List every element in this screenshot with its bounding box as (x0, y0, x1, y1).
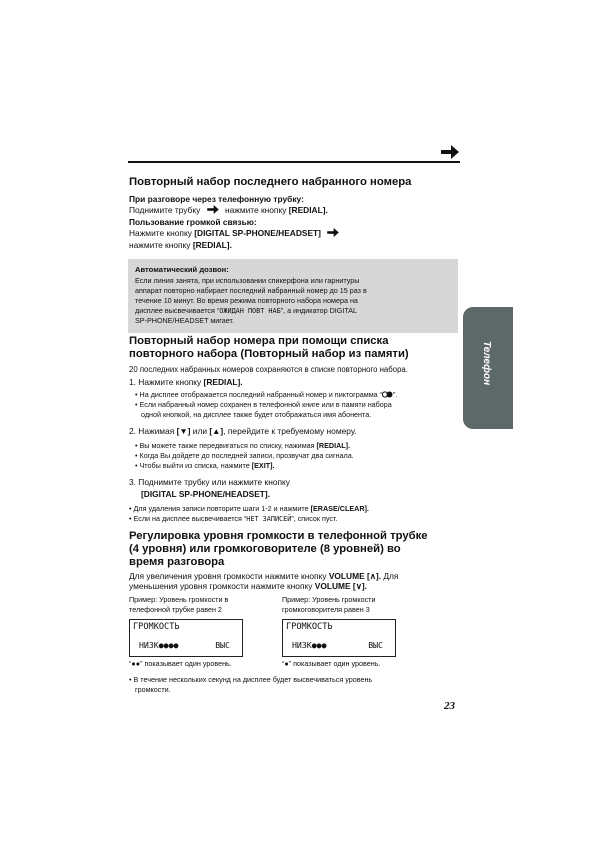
handset-step: Поднимите трубку нажмите кнопку [REDIAL]. (129, 205, 328, 215)
step1: 1. Нажмите кнопку [REDIAL]. (129, 377, 243, 387)
arrow-right-icon (326, 228, 340, 237)
note-line: дисплее высвечивается “ОЖИДАН ПОВТ НАБ”, а индикатор DIGITAL (135, 306, 358, 315)
page-number: 23 (444, 700, 455, 712)
note-line: Если линия занята, при использовании спикерфона или гарнитуры (135, 276, 360, 285)
section2-bullet: • Если на дисплее высвечивается “НЕТ ЗАПИСЕЙ”, список пуст. (129, 514, 338, 523)
lcd-high: ВЫС (368, 640, 383, 650)
level-caption: “●●” показывает один уровень. (129, 659, 232, 668)
step2-bullet: • Чтобы выйти из списка, нажмите [EXIT]. (135, 461, 275, 470)
step2-bullet: • Вы можете также передвигаться по списку, нажимая [REDIAL]. (135, 441, 351, 450)
example1-caption: Пример: Уровень громкости в (129, 595, 229, 604)
section2-title: Повторный набор номера при помощи списка (129, 335, 389, 347)
lcd-title: ГРОМКОСТЬ (286, 622, 333, 632)
step1-bullet: • Если набранный номер сохранен в телефонной книге или в памяти набора (135, 400, 392, 409)
step2-bullet: • Когда Вы дойдете до последней записи, прозвучат два сигнала. (135, 451, 354, 460)
speaker-step-2: нажмите кнопку [REDIAL]. (129, 240, 232, 250)
lcd-display-speaker (282, 619, 396, 657)
header-rule (128, 161, 460, 163)
side-tab (463, 307, 513, 429)
step3-key: [DIGITAL SP-PHONE/HEADSET]. (141, 489, 271, 499)
lcd-low: НИЗК●●●● (139, 640, 179, 650)
section2-title: повторного набора (Повторный набор из памяти) (129, 348, 409, 360)
example2-caption: Пример: Уровень громкости (282, 595, 376, 604)
step1-bullet-cont: одной кнопкой, на дисплее также будет отображаться имя абонента. (141, 410, 372, 419)
lcd-display-handset (129, 619, 243, 657)
note-line: аппарат повторно набирает последний набранный номер до 15 раз в (135, 286, 367, 295)
speaker-step: Нажмите кнопку [DIGITAL SP-PHONE/HEADSET] (129, 228, 340, 239)
section3-intro: Для увеличения уровня громкости нажмите кнопку VOLUME [∧]. Для (129, 571, 399, 581)
section3-intro: уменьшения уровня громкости нажмите кнопку VOLUME [∨]. (129, 581, 367, 591)
step2: 2. Нажимая [▼] или [▲], перейдите к требуемому номеру. (129, 426, 357, 436)
step3: 3. Поднимите трубку или нажмите кнопку (129, 477, 290, 487)
note-line: SP-PHONE/HEADSET мигает. (135, 316, 235, 325)
lcd-title: ГРОМКОСТЬ (133, 622, 180, 632)
example1-caption: телефонной трубке равен 2 (129, 605, 222, 614)
speaker-heading: Пользование громкой связью: (129, 217, 257, 227)
note-title: Автоматический дозвон: (135, 265, 229, 274)
auto-redial-note (128, 259, 458, 333)
section1-title: Повторный набор последнего набранного номера (129, 176, 412, 188)
arrow-right-icon (441, 145, 459, 159)
section3-title: (4 уровня) или громкоговорителе (8 уровней) во (129, 543, 401, 555)
lcd-low: НИЗК●●● (292, 640, 327, 650)
note-line: течение 10 минут. Во время режима повторного набора номера на (135, 296, 358, 305)
section3-title: Регулировка уровня громкости в телефонной трубке (129, 530, 428, 542)
lcd-high: ВЫС (215, 640, 230, 650)
side-tab-label: Телефон (481, 341, 492, 386)
example2-caption: громкоговорителя равен 3 (282, 605, 370, 614)
section2-intro: 20 последних набранных номеров сохраняются в списке повторного набора. (129, 365, 408, 374)
handset-heading: При разговоре через телефонную трубку: (129, 194, 304, 204)
final-note: громкости. (135, 685, 171, 694)
step1-bullet: • На дисплее отображается последний набранный номер и пиктограмма “ ”. (135, 390, 398, 399)
section2-bullet: • Для удаления записи повторите шаги 1-2 и нажмите [ERASE/CLEAR]. (129, 504, 369, 513)
level-caption: “●” показывает один уровень. (282, 659, 381, 668)
section3-title: время разговора (129, 556, 225, 568)
redial-list-icon (382, 391, 393, 398)
arrow-right-icon (206, 205, 220, 214)
final-note: • В течение нескольких секунд на дисплее будет высвечиваться уровень (129, 675, 373, 684)
